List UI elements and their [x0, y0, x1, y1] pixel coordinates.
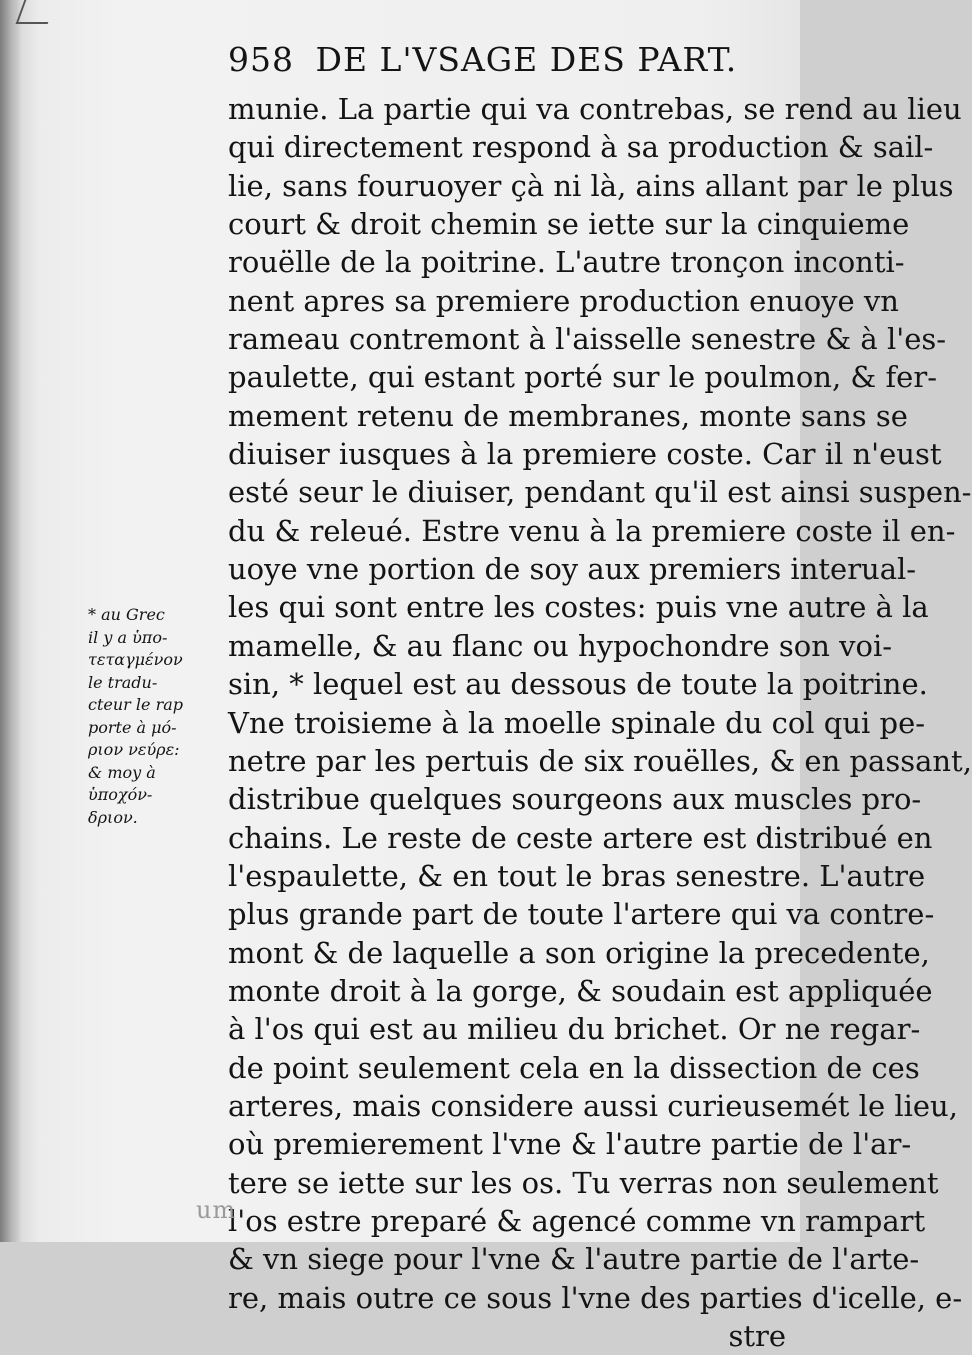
faded-bleedthrough-text: um: [196, 1196, 237, 1224]
catchword-line: stre: [728, 1319, 786, 1353]
text-line: lie, sans fouruoyer çà ni là, ains allant par le plus: [228, 168, 954, 203]
text-line: chains. Le reste de ceste artere est distribué en: [228, 820, 933, 855]
text-line: nent apres sa premiere production enuoye vn: [228, 283, 899, 318]
text-line: munie. La partie qui va contrebas, se rend au lieu: [228, 92, 962, 126]
text-line: re, mais outre ce sous l'vne des parties d'icelle, e-: [228, 1280, 963, 1315]
text-line: paulette, qui estant porté sur le poulmon, & fer-: [228, 360, 937, 395]
margin-note-line: cteur le rap: [88, 695, 183, 714]
main-text-block: [228, 90, 972, 1355]
text-line: arteres, mais considere aussi curieusemét le lieu,: [228, 1088, 958, 1123]
margin-note-line: & moy à: [88, 762, 156, 782]
text-line: Vne troisieme à la moelle spinale du col qui pe-: [228, 705, 926, 740]
text-line: qui directement respond à sa production & sail-: [228, 130, 934, 165]
text-line: où premierement l'vne & l'autre partie de l'ar-: [228, 1127, 912, 1162]
margin-note-line: il y a ὑπο-: [88, 627, 168, 647]
text-line: court & droit chemin se iette sur la cinquieme: [228, 207, 910, 242]
text-line: sin, * lequel est au dessous de toute la poitrine.: [228, 667, 928, 702]
text-line: distribue quelques sourgeons aux muscles pro-: [228, 782, 922, 817]
margin-note-line: ὑποχόν-: [88, 785, 153, 804]
text-line: netre par les pertuis de six rouëlles, & en passant,: [228, 743, 972, 778]
text-line: de point seulement cela en la dissection de ces: [228, 1050, 920, 1085]
text-line: monte droit à la gorge, & soudain est appliquée: [228, 973, 933, 1008]
running-title: DE L'VSAGE DES PART.: [315, 40, 738, 79]
text-line: plus grande part de toute l'artere qui va contre-: [228, 897, 935, 932]
margin-note-line: τεταγμένον: [88, 650, 183, 669]
margin-note-line: ριον νεύρε:: [88, 740, 180, 759]
text-line: l'espaulette, & en tout le bras senestre. L'autre: [228, 858, 926, 893]
text-line: du & releué. Estre venu à la premiere coste il en-: [228, 513, 956, 548]
text-line: esté seur le diuiser, pendant qu'il est ainsi suspen-: [228, 475, 972, 510]
margin-note-line: * au Grec: [88, 605, 165, 624]
text-line: uoye vne portion de soy aux premiers interual-: [228, 552, 917, 587]
text-line: diuiser iusques à la premiere coste. Car il n'eust: [228, 437, 942, 472]
text-line: mement retenu de membranes, monte sans se: [228, 398, 908, 433]
text-line: les qui sont entre les costes: puis vne autre à la: [228, 590, 929, 625]
text-line: mont & de laquelle a son origine la precedente,: [228, 935, 930, 970]
margin-note-line: porte à μό-: [88, 717, 177, 737]
text-line: & vn siege pour l'vne & l'autre partie de l'arte-: [228, 1242, 920, 1277]
margin-note-line: le tradu-: [88, 672, 158, 692]
text-line: rameau contremont à l'aisselle senestre & à l'es-: [228, 322, 947, 357]
text-line: tere se iette sur les os. Tu verras non seulement: [228, 1165, 939, 1200]
corner-mark: [16, 0, 57, 24]
margin-note-line: δριον.: [88, 807, 138, 827]
text-line: rouëlle de la poitrine. L'autre tronçon inconti-: [228, 245, 905, 280]
page-gutter-shadow: [0, 0, 22, 1242]
margin-note: [88, 604, 224, 829]
text-line: à l'os qui est au milieu du brichet. Or ne regar-: [228, 1012, 921, 1047]
running-header: [228, 40, 788, 90]
text-line: mamelle, & au flanc ou hypochondre son voi-: [228, 628, 893, 663]
page-number: 958: [228, 40, 294, 79]
text-line: l'os estre preparé & agencé comme vn rampart: [228, 1203, 926, 1238]
